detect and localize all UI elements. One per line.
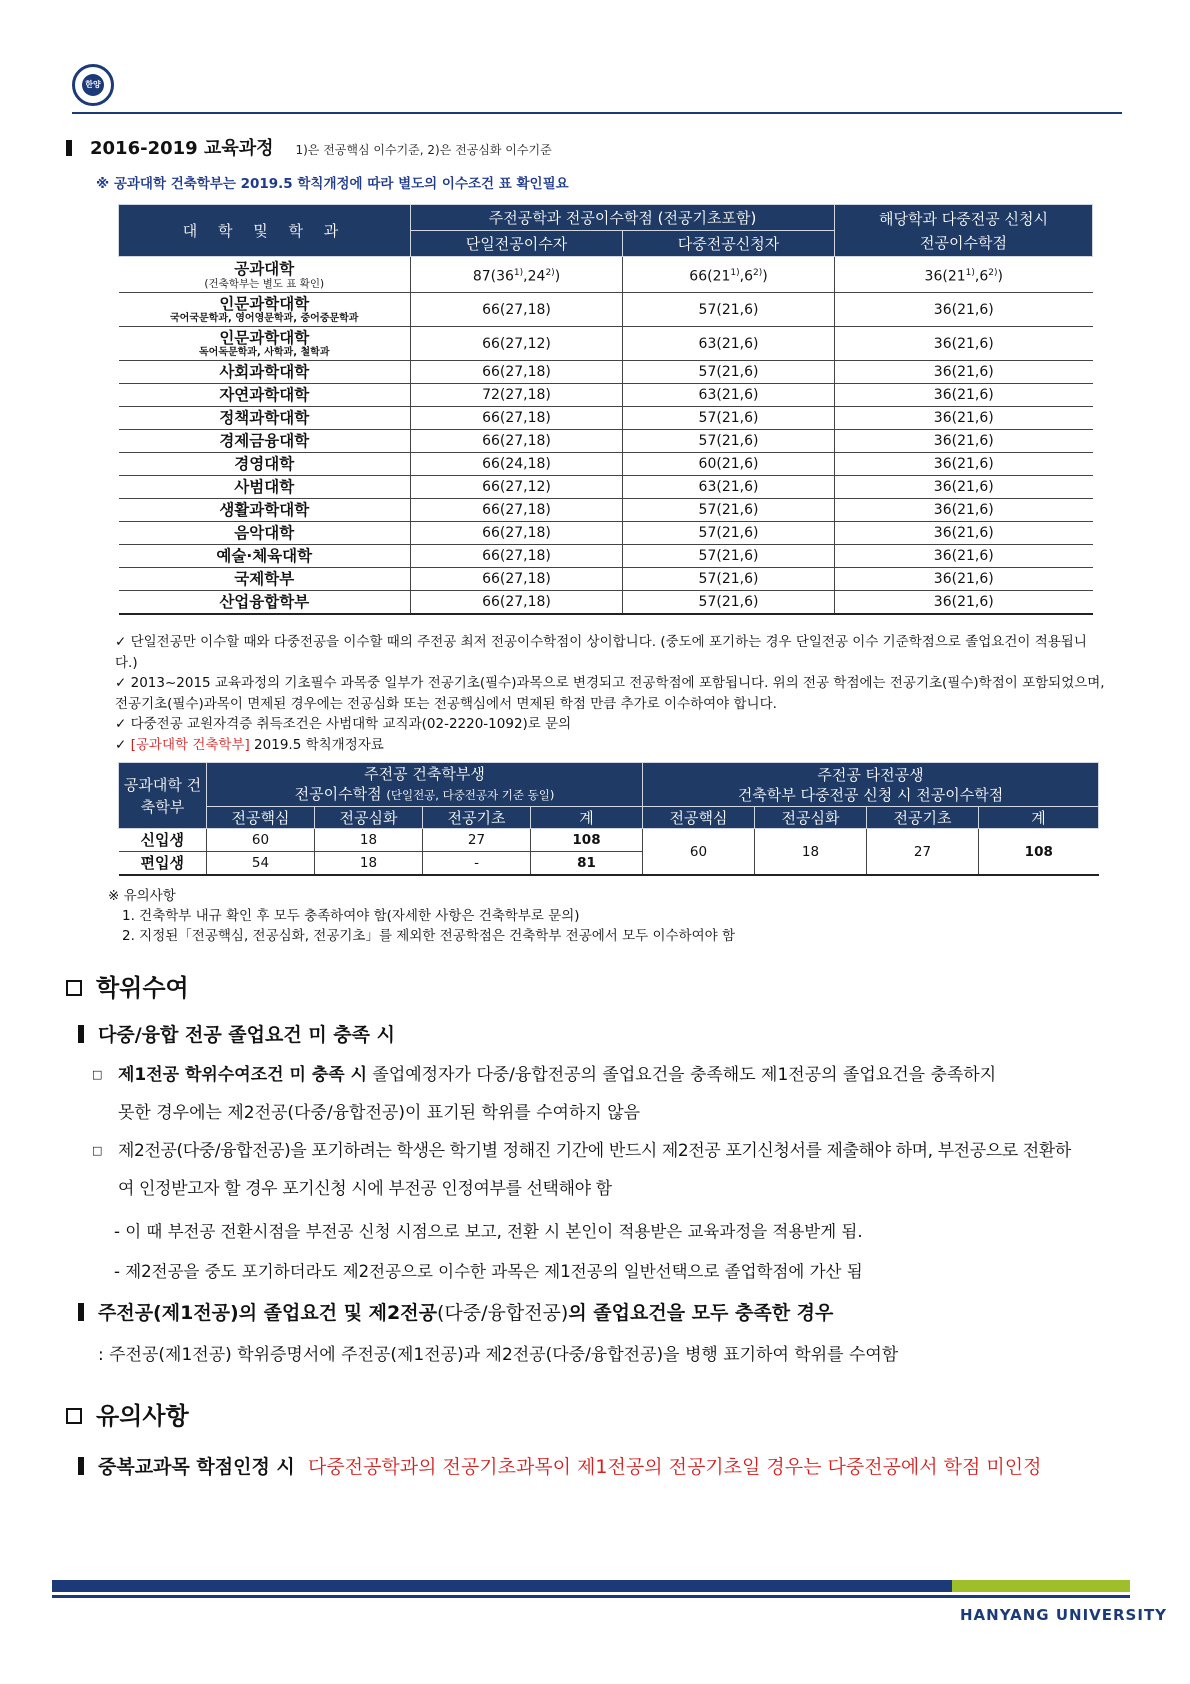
row-name: 인문과학대학 (219, 294, 310, 313)
row-name: 경제금융대학 (119, 430, 411, 453)
t2-g2-line2: 건축학부 다중전공 신청 시 전공이수학점 (737, 785, 1004, 804)
cell-other: 36(21,6) (835, 522, 1093, 545)
cell-multi: 57(21,6) (623, 568, 835, 591)
col-group-major: 주전공학과 전공이수학점 (전공기초포함) (411, 205, 835, 231)
cell-basic: 27 (423, 829, 531, 852)
t2-g1-line1: 주전공 건축학부생 (364, 765, 485, 783)
footer-line (52, 1595, 1130, 1598)
cell-multi: 57(21,6) (623, 293, 835, 327)
p1-rest: 졸업예정자가 다중/융합전공의 졸업요건을 충족해도 제1전공의 졸업요건을 충족하지 (367, 1065, 997, 1085)
degree-paragraph-2 (92, 1132, 1132, 1208)
cell-other: 36(21,6) (835, 476, 1093, 499)
row-sub: 국어국문학과, 영어영문학과, 중어중문학과 (170, 312, 359, 324)
cell-multi: 57(21,6) (623, 545, 835, 568)
heading-bar-icon (78, 1025, 84, 1043)
p1-bold: 제1전공 학위수여조건 미 충족 시 (118, 1065, 367, 1085)
table-row (119, 361, 1093, 384)
curriculum-title: 2016-2019 교육과정 (90, 138, 274, 159)
caution-item-2: 2. 지정된「전공핵심, 전공심화, 전공기초」를 제외한 전공학점은 건축학부 전공에서 모두 이수하여야 함 (122, 928, 736, 944)
col-multi: 다중전공신청자 (623, 231, 835, 257)
cell-multi: 57(21,6) (623, 499, 835, 522)
cell-total: 108 (531, 829, 643, 852)
curriculum-note: 1)은 전공핵심 이수기준, 2)은 전공심화 이수기준 (295, 143, 552, 157)
row-sub: 독어독문학과, 사학과, 철학과 (199, 346, 330, 358)
cell-other: 36(21,6) (835, 430, 1093, 453)
cell-single: 66(27,18) (411, 522, 623, 545)
table-row (119, 522, 1093, 545)
t2-g2-line1: 주전공 타전공생 (817, 765, 924, 784)
merged-total: 108 (979, 829, 1099, 876)
subheading-text: 다중/융합 전공 졸업요건 미 충족 시 (98, 1024, 395, 1046)
cell-core: 60 (207, 829, 315, 852)
heading-bar-icon (66, 140, 72, 156)
cell-advanced: 18 (315, 829, 423, 852)
footer-green-bar (952, 1580, 1130, 1592)
cell-single: 66(27,12) (411, 327, 623, 361)
p2-line1: 제2전공(다중/융합전공)을 포기하려는 학생은 학기별 정해진 기간에 반드시 제2전공 포기신청서를 제출해야 하며, 부전공으로 전환하 (118, 1141, 1071, 1161)
cell-single: 66(27,18) (411, 499, 623, 522)
row-name: 예술·체육대학 (119, 545, 411, 568)
cell-multi: 63(21,6) (623, 476, 835, 499)
cell-multi: 57(21,6) (623, 361, 835, 384)
cell-single: 66(27,18) (411, 430, 623, 453)
cell-multi: 57(21,6) (623, 522, 835, 545)
row-name: 정책과학대학 (119, 407, 411, 430)
t2-g1-small: (단일전공, 다중전공자 기준 동일) (386, 788, 555, 802)
cell-basic: - (423, 852, 531, 876)
cell-other: 36(21,6) (835, 361, 1093, 384)
table-row (119, 327, 1093, 361)
table-row (119, 568, 1093, 591)
note-1: ✓ 단일전공만 이수할 때와 다중전공을 이수할 때의 주전공 최저 전공이수학점이 상이합니다. (중도에 포기하는 경우 단일전공 이수 기준학점으로 졸업요건이 적용됩니다.) (115, 634, 1087, 671)
merged-advanced: 18 (755, 829, 867, 876)
table-row (119, 407, 1093, 430)
row-name: 생활과학대학 (119, 499, 411, 522)
dash-note-1: - 이 때 부전공 전환시점을 부전공 신청 시점으로 보고, 전환 시 본인이 적용받은 교육과정을 적용받게 됨. (114, 1222, 863, 1241)
architecture-credits-table (118, 762, 1099, 876)
t2-col-total: 계 (531, 807, 643, 829)
cell-core: 54 (207, 852, 315, 876)
heading-bar-icon (78, 1457, 84, 1475)
table-row (119, 499, 1093, 522)
cell-total: 81 (531, 852, 643, 876)
row-label: 신입생 (119, 829, 207, 852)
t2-col-core-2: 전공핵심 (643, 807, 755, 829)
table-row (119, 476, 1093, 499)
cell-other: 36(21$^{1)}$,6$^{2)}$) (835, 257, 1093, 293)
t2-col-basic: 전공기초 (423, 807, 531, 829)
row-name: 국제학부 (119, 568, 411, 591)
note-3: ✓ 다중전공 교원자격증 취득조건은 사범대학 교직과(02-2220-1092)로 문의 (115, 716, 572, 732)
checkbox-square-icon (66, 980, 82, 996)
cell-other: 36(21,6) (835, 293, 1093, 327)
cell-other: 36(21,6) (835, 407, 1093, 430)
degree-title-text: 학위수여 (96, 974, 189, 1002)
cell-other: 36(21,6) (835, 591, 1093, 615)
cell-single: 66(27,18) (411, 361, 623, 384)
row-name: 인문과학대학 (219, 328, 310, 347)
cell-single: 87(36$^{1)}$,24$^{2)}$) (411, 257, 623, 293)
cell-single: 66(27,18) (411, 545, 623, 568)
table-notes (115, 632, 1105, 755)
degree-paragraph-1 (92, 1056, 1132, 1132)
row-name: 사회과학대학 (119, 361, 411, 384)
t2-col-advanced: 전공심화 (315, 807, 423, 829)
footer-navy-bar (52, 1580, 952, 1592)
row-name: 자연과학대학 (119, 384, 411, 407)
cell-multi: 66(21$^{1)}$,6$^{2)}$) (623, 257, 835, 293)
cell-multi: 60(21,6) (623, 453, 835, 476)
table-row (119, 293, 1093, 327)
heading-bar-icon (78, 1303, 84, 1321)
col-college: 대 학 및 학 과 (119, 205, 411, 257)
row-label: 편입생 (119, 852, 207, 876)
cell-single: 66(27,18) (411, 568, 623, 591)
caution-red-text: 다중전공학과의 전공기초과목이 제1전공의 전공기초일 경우는 다중전공에서 학점 미인정 (308, 1456, 1042, 1478)
caution-subheading (78, 1452, 1041, 1479)
credit-requirements-table (118, 204, 1093, 615)
header-divider (72, 112, 1122, 114)
dash-note-2: - 제2전공을 중도 포기하더라도 제2전공으로 이수한 과목은 제1전공의 일반선택으로 졸업학점에 가산 됨 (114, 1262, 863, 1281)
dual-degree-description: : 주전공(제1전공) 학위증명서에 주전공(제1전공)과 제2전공(다중/융합전공)을 병행 표기하여 학위를 수여함 (98, 1345, 899, 1365)
row-sub: (건축학부는 별도 표 확인) (204, 277, 325, 290)
university-seal-logo (72, 64, 114, 106)
curriculum-heading (66, 134, 552, 160)
col-other-line1: 해당학과 다중전공 신청시 (879, 209, 1048, 228)
degree-subheading-1 (78, 1020, 395, 1047)
note-4: ✓ [공과대학 건축학부] 2019.5 학칙개정자료 (115, 736, 384, 753)
cautions-title: ※ 유의사항 (108, 888, 176, 904)
p1-line2: 못한 경우에는 제2전공(다중/융합전공)이 표기된 학위를 수여하지 않음 (118, 1103, 641, 1123)
degree-section-title (66, 968, 189, 1003)
footer-university-name: HANYANG UNIVERSITY (960, 1606, 1168, 1624)
row-name: 공과대학 (234, 259, 295, 278)
logo-text: 한양 (82, 74, 104, 96)
cell-other: 36(21,6) (835, 499, 1093, 522)
row-name: 음악대학 (119, 522, 411, 545)
caution-title-text: 유의사항 (96, 1402, 189, 1430)
merged-basic: 27 (867, 829, 979, 876)
row-name: 산업융합학부 (119, 591, 411, 615)
table-row (119, 257, 1093, 293)
t2-col-total-2: 계 (979, 807, 1099, 829)
col-single: 단일전공이수자 (411, 231, 623, 257)
caution-item-1: 1. 건축학부 내규 확인 후 모두 충족하여야 함(자세한 사항은 건축학부로 문의) (122, 908, 580, 924)
t2-group-other (643, 763, 1099, 807)
small-square-icon: □ (92, 1068, 103, 1081)
cell-other: 36(21,6) (835, 453, 1093, 476)
cell-multi: 57(21,6) (623, 591, 835, 615)
col-other (835, 205, 1093, 257)
small-square-icon: □ (92, 1144, 102, 1157)
architecture-notice: ※ 공과대학 건축학부는 2019.5 학칙개정에 따라 별도의 이수조건 표 확인필요 (96, 176, 569, 192)
t2-col-core: 전공핵심 (207, 807, 315, 829)
cell-multi: 57(21,6) (623, 407, 835, 430)
caution-section-title (66, 1396, 189, 1431)
cell-other: 36(21,6) (835, 568, 1093, 591)
t2-col-basic-2: 전공기초 (867, 807, 979, 829)
col-other-line2: 전공이수학점 (920, 233, 1007, 252)
cell-other: 36(21,6) (835, 327, 1093, 361)
cell-single: 66(27,18) (411, 407, 623, 430)
table-row (119, 829, 1099, 852)
checkbox-square-icon (66, 1408, 82, 1424)
t2-g1-line2: 전공이수학점 (294, 785, 382, 803)
architecture-link-text: [공과대학 건축학부] (130, 736, 250, 753)
caution-bold-text: 중복교과목 학점인정 시 (98, 1456, 295, 1478)
p2-line2: 여 인정받고자 할 경우 포기신청 시에 부전공 인정여부를 선택해야 함 (118, 1179, 612, 1199)
t2-group-major (207, 763, 643, 807)
t2-col-advanced-2: 전공심화 (755, 807, 867, 829)
cell-single: 72(27,18) (411, 384, 623, 407)
table-row (119, 430, 1093, 453)
table-row (119, 591, 1093, 615)
cell-multi: 57(21,6) (623, 430, 835, 453)
t2-corner: 공과대학 건축학부 (119, 763, 207, 829)
cell-single: 66(27,18) (411, 293, 623, 327)
cell-other: 36(21,6) (835, 384, 1093, 407)
degree-subheading-2: 주전공(제1전공)의 졸업요건 및 제2전공(다중/융합전공)의 졸업요건을 모두 충족한 경우 (78, 1298, 833, 1325)
note-2: ✓ 2013~2015 교육과정의 기초필수 과목중 일부가 전공기초(필수)과목으로 변경되고 전공학점에 포함됩니다. 위의 전공 학점에는 전공기초(필수)학점이 포함되었으며, 전공기초(필수)과목이 면제된 경우에는 전공심화 또는 전공핵심에서 면제된 학점 만큼 추가로 이수하여야 합니다. (115, 675, 1105, 712)
cell-advanced: 18 (315, 852, 423, 876)
cell-other: 36(21,6) (835, 545, 1093, 568)
cell-multi: 63(21,6) (623, 384, 835, 407)
row-name: 경영대학 (119, 453, 411, 476)
cell-single: 66(27,12) (411, 476, 623, 499)
cell-single: 66(27,18) (411, 591, 623, 615)
cell-multi: 63(21,6) (623, 327, 835, 361)
table-row (119, 453, 1093, 476)
architecture-cautions (108, 886, 735, 946)
table-row (119, 384, 1093, 407)
merged-core: 60 (643, 829, 755, 876)
table-row (119, 545, 1093, 568)
row-name: 사범대학 (119, 476, 411, 499)
cell-single: 66(24,18) (411, 453, 623, 476)
